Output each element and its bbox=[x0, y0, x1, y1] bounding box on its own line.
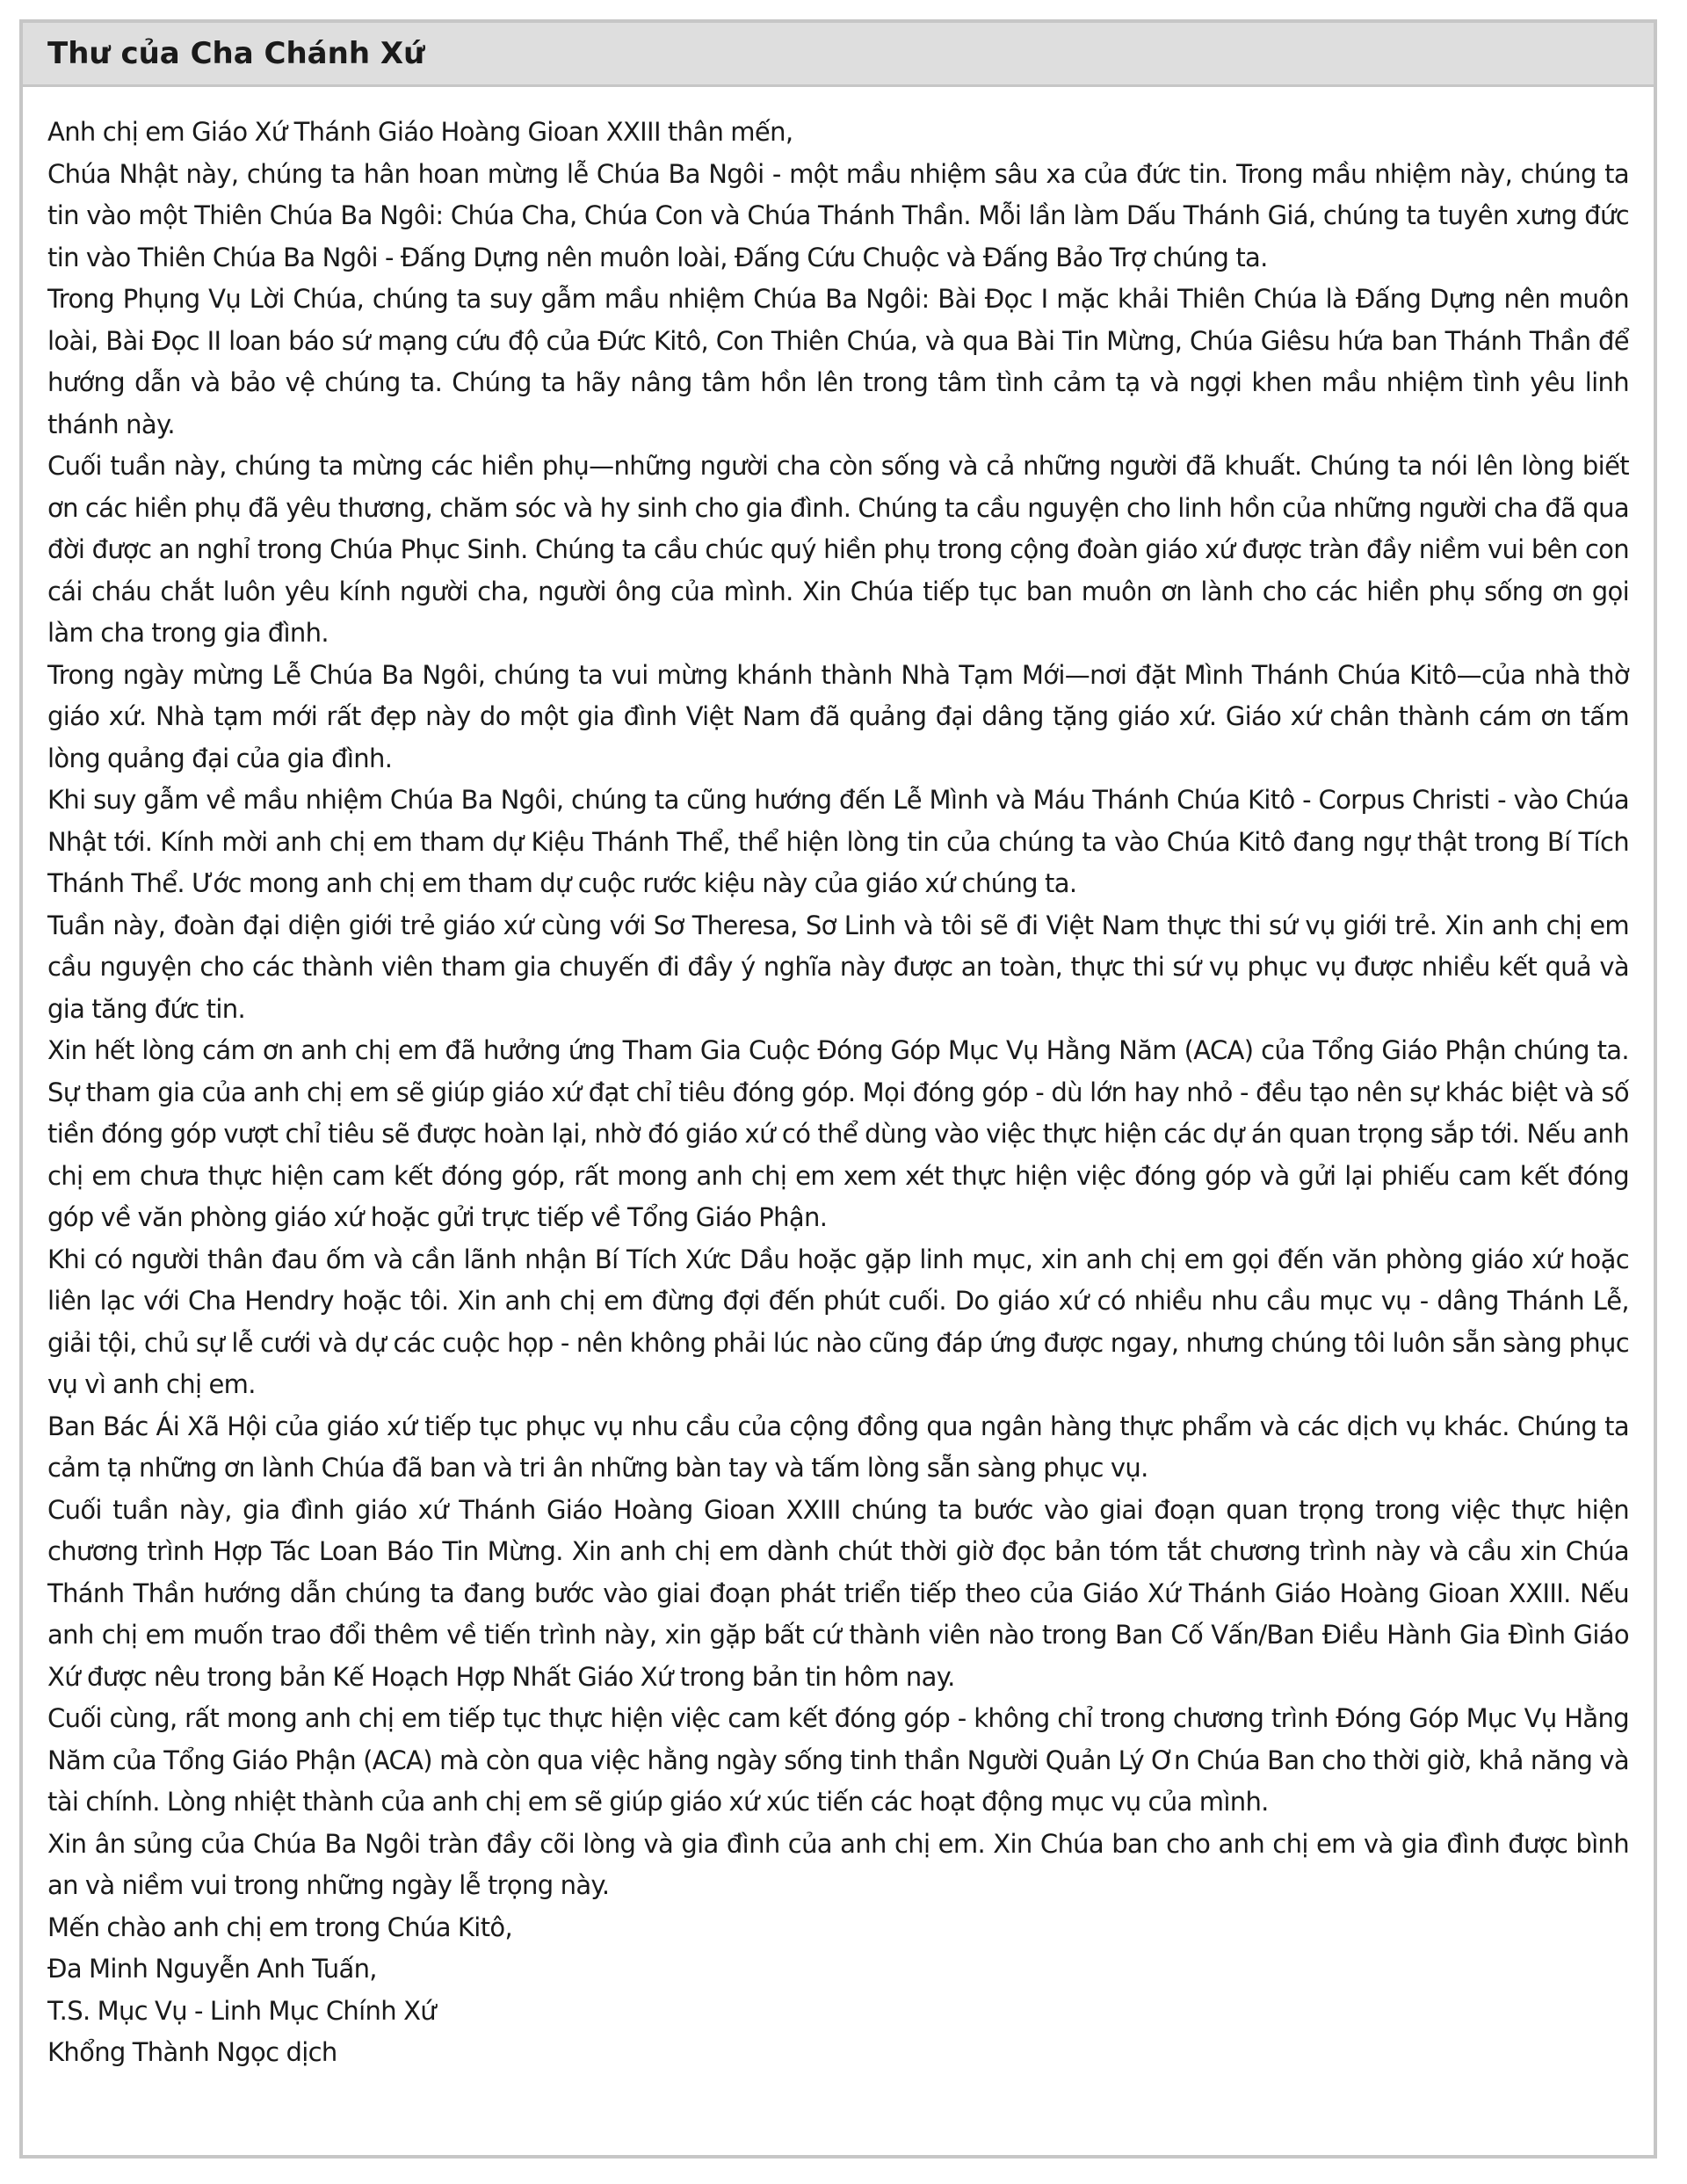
greeting: Anh chị em Giáo Xứ Thánh Giáo Hoàng Gioan XXIII thân mến, bbox=[47, 117, 793, 147]
paragraph-3: Cuối tuần này, chúng ta mừng các hiền phụ—những người cha còn sống và cả những người đã khuất. Chúng ta nói lên lòng biết ơn các hiền phụ đã yêu thương, chăm sóc và hy sinh cho gia đình. Chúng ta cầu nguyện cho linh hồn của những người cha đã qua đời được an nghỉ trong Chúa Phục Sinh. Chúng ta cầu chúc quý hiền phụ trong cộng đoàn giáo xứ được tràn đầy niềm vui bên con cái cháu chắt luôn yêu kính người cha, người ông của mình. Xin Chúa tiếp tục ban muôn ơn lành cho các hiền phụ sống ơn gọi làm cha trong gia đình. bbox=[47, 451, 1629, 648]
paragraph-9: Ban Bác Ái Xã Hội của giáo xứ tiếp tục phục vụ nhu cầu của cộng đồng qua ngân hàng thực phẩm và các dịch vụ khác. Chúng ta cảm tạ những ơn lành Chúa đã ban và tri ân những bàn tay và tấm lòng sẵn sàng phục vụ. bbox=[47, 1411, 1629, 1483]
paragraph-12: Xin ân sủng của Chúa Ba Ngôi tràn đầy cõi lòng và gia đình của anh chị em. Xin Chúa ban cho anh chị em và gia đình được bình an và niềm vui trong những ngày lễ trọng này. bbox=[47, 1828, 1629, 1900]
paragraph-6: Tuần này, đoàn đại diện giới trẻ giáo xứ cùng với Sơ Theresa, Sơ Linh và tôi sẽ đi Việt Nam thực thi sứ vụ giới trẻ. Xin anh chị em cầu nguyện cho các thành viên tham gia chuyến đi đầy ý nghĩa này được an toàn, thực thi sứ vụ phục vụ được nhiều kết quả và gia tăng đức tin. bbox=[47, 910, 1629, 1024]
signature-name: Đa Minh Nguyễn Anh Tuấn, bbox=[47, 1954, 377, 1984]
paragraph-7: Xin hết lòng cám ơn anh chị em đã hưởng ứng Tham Gia Cuộc Đóng Góp Mục Vụ Hằng Năm (ACA) của Tổng Giáo Phận chúng ta. Sự tham gia của anh chị em sẽ giúp giáo xứ đạt chỉ tiêu đóng góp. Mọi đóng góp - dù lớn hay nhỏ - đều tạo nên sự khác biệt và số tiền đóng góp vượt chỉ tiêu sẽ được hoàn lại, nhờ đó giáo xứ có thể dùng vào việc thực hiện các dự án quan trọng sắp tới. Nếu anh chị em chưa thực hiện cam kết đóng góp, rất mong anh chị em xem xét thực hiện việc đóng góp và gửi lại phiếu cam kết đóng góp về văn phòng giáo xứ hoặc gửi trực tiếp về Tổng Giáo Phận. bbox=[47, 1035, 1629, 1232]
letter-body bbox=[23, 87, 1654, 2074]
paragraph-5: Khi suy gẫm về mầu nhiệm Chúa Ba Ngôi, chúng ta cũng hướng đến Lễ Mình và Máu Thánh Chúa Kitô - Corpus Christi - vào Chúa Nhật tới. Kính mời anh chị em tham dự Kiệu Thánh Thể, thể hiện lòng tin của chúng ta vào Chúa Kitô đang ngự thật trong Bí Tích Thánh Thể. Ước mong anh chị em tham dự cuộc rước kiệu này của giáo xứ chúng ta. bbox=[47, 785, 1629, 898]
signature-role: T.S. Mục Vụ - Linh Mục Chính Xứ bbox=[47, 1995, 437, 2026]
paragraph-8: Khi có người thân đau ốm và cần lãnh nhận Bí Tích Xức Dầu hoặc gặp linh mục, xin anh chị em gọi đến văn phòng giáo xứ hoặc liên lạc với Cha Hendry hoặc tôi. Xin anh chị em đừng đợi đến phút cuối. Do giáo xứ có nhiều nhu cầu mục vụ - dâng Thánh Lễ, giải tội, chủ sự lễ cưới và dự các cuộc họp - nên không phải lúc nào cũng đáp ứng được ngay, nhưng chúng tôi luôn sẵn sàng phục vụ vì anh chị em. bbox=[47, 1244, 1629, 1399]
panel-header bbox=[23, 23, 1654, 87]
closing: Mến chào anh chị em trong Chúa Kitô, bbox=[47, 1912, 513, 1942]
letter-panel bbox=[19, 19, 1657, 2159]
paragraph-1: Chúa Nhật này, chúng ta hân hoan mừng lễ Chúa Ba Ngôi - một mầu nhiệm sâu xa của đức tin. Trong mầu nhiệm này, chúng ta tin vào một Thiên Chúa Ba Ngôi: Chúa Cha, Chúa Con và Chúa Thánh Thần. Mỗi lần làm Dấu Thánh Giá, chúng ta tuyên xưng đức tin vào Thiên Chúa Ba Ngôi - Đấng Dựng nên muôn loài, Đấng Cứu Chuộc và Đấng Bảo Trợ chúng ta. bbox=[47, 158, 1629, 272]
paragraph-11: Cuối cùng, rất mong anh chị em tiếp tục thực hiện việc cam kết đóng góp - không chỉ trong chương trình Đóng Góp Mục Vụ Hằng Năm của Tổng Giáo Phận (ACA) mà còn qua việc hằng ngày sống tinh thần Người Quản Lý Ơn Chúa Ban cho thời giờ, khả năng và tài chính. Lòng nhiệt thành của anh chị em sẽ giúp giáo xứ xúc tiến các hoạt động mục vụ của mình. bbox=[47, 1703, 1629, 1817]
paragraph-10: Cuối tuần này, gia đình giáo xứ Thánh Giáo Hoàng Gioan XXIII chúng ta bước vào giai đoạn quan trọng trong việc thực hiện chương trình Hợp Tác Loan Báo Tin Mừng. Xin anh chị em dành chút thời giờ đọc bản tóm tắt chương trình này và cầu xin Chúa Thánh Thần hướng dẫn chúng ta đang bước vào giai đoạn phát triển tiếp theo của Giáo Xứ Thánh Giáo Hoàng Gioan XXIII. Nếu anh chị em muốn trao đổi thêm về tiến trình này, xin gặp bất cứ thành viên nào trong Ban Cố Vấn/Ban Điều Hành Gia Đình Giáo Xứ được nêu trong bản Kế Hoạch Hợp Nhất Giáo Xứ trong bản tin hôm nay. bbox=[47, 1494, 1629, 1692]
paragraph-4: Trong ngày mừng Lễ Chúa Ba Ngôi, chúng ta vui mừng khánh thành Nhà Tạm Mới—nơi đặt Mình Thánh Chúa Kitô—của nhà thờ giáo xứ. Nhà tạm mới rất đẹp này do một gia đình Việt Nam đã quảng đại dâng tặng giáo xứ. Giáo xứ chân thành cám ơn tấm lòng quảng đại của gia đình. bbox=[47, 659, 1629, 773]
paragraph-2: Trong Phụng Vụ Lời Chúa, chúng ta suy gẫm mầu nhiệm Chúa Ba Ngôi: Bài Đọc I mặc khải Thiên Chúa là Đấng Dựng nên muôn loài, Bài Đọc II loan báo sứ mạng cứu độ của Đức Kitô, Con Thiên Chúa, và qua Bài Tin Mừng, Chúa Giêsu hứa ban Thánh Thần để hướng dẫn và bảo vệ chúng ta. Chúng ta hãy nâng tâm hồn lên trong tâm tình cảm tạ và ngợi khen mầu nhiệm tình yêu linh thánh này. bbox=[47, 284, 1629, 439]
translator-credit: Khổng Thành Ngọc dịch bbox=[47, 2037, 337, 2067]
page-title: Thư của Cha Chánh Xứ bbox=[47, 36, 425, 71]
